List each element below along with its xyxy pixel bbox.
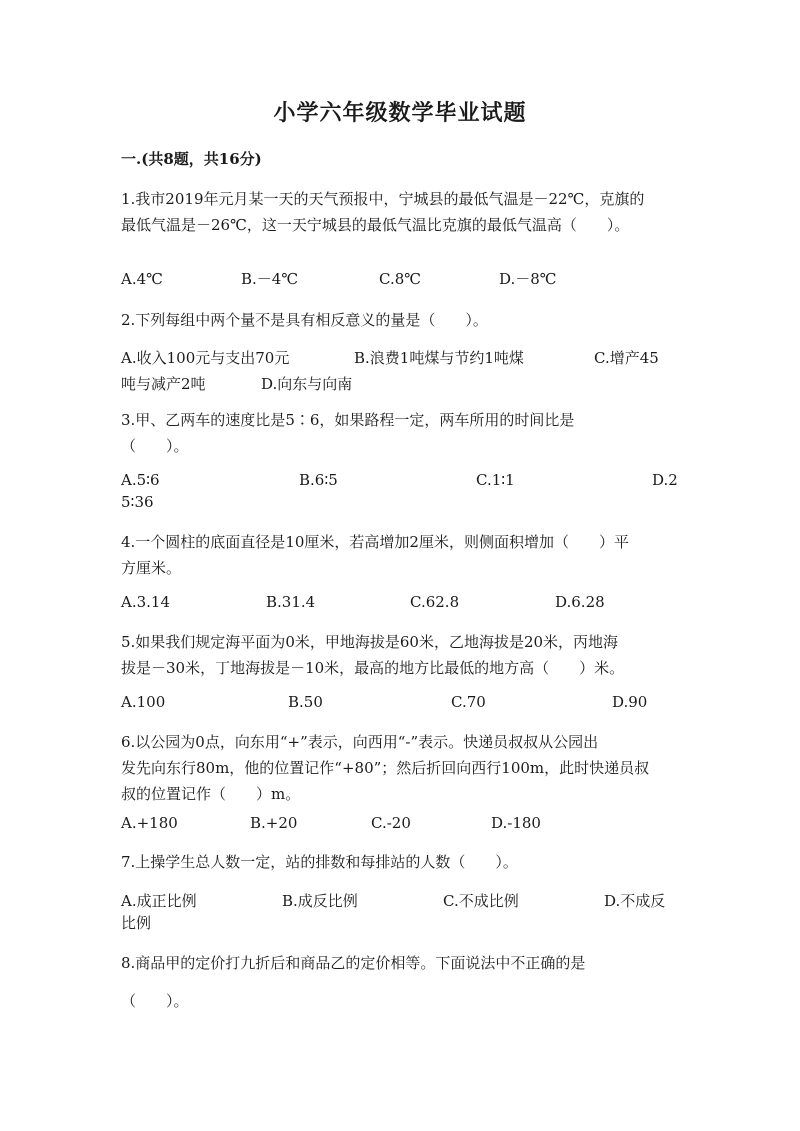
question-3 (121, 407, 681, 459)
question-8-line-2: （ ）。 (121, 992, 189, 1010)
question-1-option-b[interactable]: B.－4℃ (241, 270, 299, 288)
question-2-options-row-2 (121, 371, 681, 397)
question-4-option-a[interactable]: A.3.14 (121, 593, 170, 611)
question-5-options (121, 689, 681, 715)
question-6-option-b[interactable]: B.+20 (250, 814, 298, 832)
question-7-line-1: 7.上操学生总人数一定，站的排数和每排站的人数（ ）。 (121, 853, 518, 871)
question-4-option-d[interactable]: D.6.28 (555, 593, 605, 611)
question-2-option-c-cont: 吨与减产2吨 (121, 375, 206, 393)
question-2-option-a[interactable]: A.收入100元与支出70元 (121, 349, 290, 367)
question-1-options (121, 266, 681, 292)
question-7-options-cont (121, 910, 681, 936)
question-2 (121, 307, 681, 333)
question-4-options (121, 589, 681, 615)
question-8-line-1: 8.商品甲的定价打九折后和商品乙的定价相等。下面说法中不正确的是 (121, 954, 586, 972)
question-7 (121, 849, 681, 875)
question-7-option-b[interactable]: B.成反比例 (282, 892, 358, 910)
question-3-option-a[interactable]: A.5∶6 (121, 471, 160, 489)
question-6-option-c[interactable]: C.-20 (371, 814, 411, 832)
question-3-line-1: 3.甲、乙两车的速度比是5∶6，如果路程一定，两车所用的时间比是 (121, 411, 575, 429)
question-3-options-cont (121, 489, 681, 515)
page-title: 小学六年级数学毕业试题 (273, 100, 527, 126)
question-8 (121, 950, 681, 976)
question-3-option-d-cont: 5∶36 (121, 493, 154, 511)
question-8-blank (121, 988, 681, 1014)
question-1-option-c[interactable]: C.8℃ (379, 270, 422, 288)
question-4-option-b[interactable]: B.31.4 (266, 593, 316, 611)
question-6 (121, 729, 681, 807)
question-4-option-c[interactable]: C.62.8 (410, 593, 460, 611)
question-5-option-d[interactable]: D.90 (612, 693, 648, 711)
question-5-line-2: 拔是－30米，丁地海拔是－10米，最高的地方比最低的地方高（ ）米。 (121, 659, 625, 677)
question-7-option-a[interactable]: A.成正比例 (121, 892, 197, 910)
question-7-option-d[interactable]: D.不成反 (604, 892, 666, 910)
question-1-line-2: 最低气温是－26℃，这一天宁城县的最低气温比克旗的最低气温高（ ）。 (121, 216, 630, 234)
question-4-line-2: 方厘米。 (121, 559, 182, 577)
question-1-option-a[interactable]: A.4℃ (121, 270, 163, 288)
question-5-option-b[interactable]: B.50 (288, 693, 323, 711)
question-3-option-b[interactable]: B.6∶5 (299, 471, 338, 489)
question-2-option-c[interactable]: C.增产45 (594, 349, 659, 367)
question-3-line-2: （ ）。 (121, 437, 189, 455)
question-4 (121, 529, 681, 581)
question-3-option-c[interactable]: C.1∶1 (476, 471, 515, 489)
question-5-option-a[interactable]: A.100 (121, 693, 166, 711)
section-header: 一.(共8题，共16分) (121, 150, 262, 168)
question-3-option-d[interactable]: D.2 (652, 471, 678, 489)
question-2-option-b[interactable]: B.浪费1吨煤与节约1吨煤 (354, 349, 524, 367)
question-6-options (121, 810, 681, 836)
question-5-option-c[interactable]: C.70 (451, 693, 486, 711)
question-4-line-1: 4.一个圆柱的底面直径是10厘米，若高增加2厘米，则侧面积增加（ ）平 (121, 533, 629, 551)
question-7-option-d-cont: 比例 (121, 914, 152, 932)
question-5 (121, 629, 681, 681)
question-2-line-1: 2.下列每组中两个量不是具有相反意义的量是（ ）。 (121, 311, 488, 329)
question-6-line-3: 叔的位置记作（ ）m。 (121, 785, 301, 803)
question-6-line-2: 发先向东行80m，他的位置记作“+80”；然后折回向西行100m，此时快递员叔 (121, 759, 650, 777)
question-6-line-1: 6.以公园为0点，向东用“+”表示，向西用“-”表示。快递员叔叔从公园出 (121, 733, 599, 751)
question-2-option-d[interactable]: D.向东与向南 (261, 375, 353, 393)
question-1-line-1: 1.我市2019年元月某一天的天气预报中，宁城县的最低气温是－22℃，克旗的 (121, 190, 645, 208)
question-2-options-row-1 (121, 345, 681, 371)
question-1 (121, 186, 681, 238)
question-7-option-c[interactable]: C.不成比例 (443, 892, 519, 910)
question-1-option-d[interactable]: D.－8℃ (499, 270, 557, 288)
question-5-line-1: 5.如果我们规定海平面为0米，甲地海拔是60米，乙地海拔是20米，丙地海 (121, 633, 619, 651)
question-6-option-a[interactable]: A.+180 (121, 814, 178, 832)
question-6-option-d[interactable]: D.-180 (491, 814, 541, 832)
